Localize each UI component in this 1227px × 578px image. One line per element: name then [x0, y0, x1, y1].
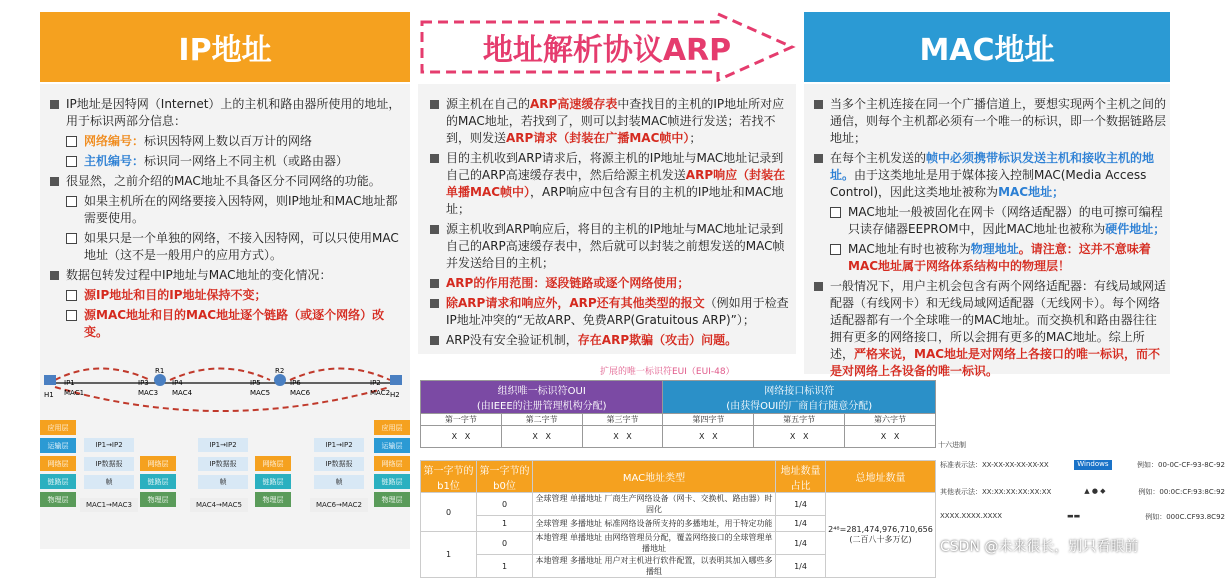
ratio: 1/4	[776, 493, 826, 516]
t: MAC地址一般被固化在网卡（网络适配器）的电可擦可编程只读存储器EEPROM中，因此MAC地址也被称为	[848, 205, 1163, 236]
type: 本地管理 单播地址 由网络管理员分配，覆盖网络接口的全球管理单播地址	[533, 532, 776, 555]
notation-row	[940, 487, 1225, 497]
mac-bullet: 当多个主机连接在同一个广播信道上，要想实现两个主机之间的通信，则每个主机都必须有一个唯一的标识，即一个数据链路层地址；	[810, 96, 1166, 147]
label-mac1: MAC1	[64, 389, 85, 397]
ip-host-label: 主机编号：	[84, 154, 145, 168]
label-mac3: MAC3	[138, 389, 159, 397]
ip-datagram-1: IP数据报	[84, 457, 134, 471]
label-h1: H1	[44, 391, 54, 399]
ip-sub	[46, 153, 406, 170]
t: 硬件地址；	[1105, 222, 1166, 236]
ip-sub: 源IP地址和目的IP地址保持不变；	[46, 287, 406, 304]
ip-sub: 如果主机所在的网络要接入因特网，则IP地址和MAC地址都需要使用。	[46, 193, 406, 227]
eui-table: 组织唯一标识符OUI (由IEEE的注册管理机构分配) 网络接口标识符 (由获得OUI的厂商自行随意分配) 第一字节 第二字节 第三字节 第四字节 第五字节 第六字节 X X X X X X X X X X X X	[420, 380, 936, 448]
flow-ip-2: IP1→IP2	[198, 438, 248, 452]
label-mac4: MAC4	[172, 389, 193, 397]
network-topology-diagram	[40, 365, 410, 420]
t: （例如用于检查IP地址冲突的“无故ARP、免费ARP(Gratuitous ARP)”）；	[446, 296, 789, 327]
col-b0: 第一字节的b0位	[477, 461, 533, 493]
layer-physical: 物理层	[40, 492, 76, 507]
label-ip3: IP3	[138, 379, 149, 387]
ip-sub: 如果只是一个单独的网络，不接入因特网，可以只使用MAC地址（这不是一般用户的应用方式）。	[46, 230, 406, 264]
mac-sub	[810, 204, 1166, 238]
t: 目的主机收到ARP请求后，将源主机的IP地址与MAC地址记录到自己的ARP高速缓存表中，然后给源主机发送	[446, 151, 784, 182]
label-mac2: MAC2	[370, 389, 391, 397]
label-ip2: IP2	[370, 379, 381, 387]
type: 全球管理 单播地址 厂商生产网络设备（网卡、交换机、路由器）时固化	[533, 493, 776, 516]
label-r1: R1	[155, 367, 165, 375]
layer-transport: 运输层	[40, 438, 76, 453]
layer-network-2: 网络层	[374, 456, 410, 471]
eui-title: 扩展的唯一标识符EUI（EUI-48）	[600, 367, 735, 377]
nic-cell	[663, 381, 936, 414]
ratio: 1/4	[776, 516, 826, 532]
byte-5: 第五字节	[754, 414, 845, 426]
notation: 其他表示法：XX:XX:XX:XX:XX:XX	[940, 488, 1052, 496]
layer-network-r1: 网络层	[140, 456, 176, 471]
mac-panel	[804, 84, 1170, 378]
layer-link-r2: 链路层	[255, 474, 291, 489]
notation: 标准表示法：XX-XX-XX-XX-XX-XX	[940, 461, 1049, 469]
label-ip6: IP6	[290, 379, 301, 387]
t: ARP高速缓存表	[530, 97, 618, 111]
layer-transport-2: 运输层	[374, 438, 410, 453]
ip-bullet: IP地址是因特网（Internet）上的主机和路由器所使用的地址，用于标识两部分信息：	[46, 96, 406, 130]
t: 由于这类地址是用于媒体接入控制MAC(Media Access Control)，因此这类地址被称为	[830, 168, 1147, 199]
ip-bullet: 很显然，之前介绍的MAC地址不具备区分不同网络的功能。	[46, 173, 406, 190]
type: 本地管理 多播地址 用户对主机进行软件配置，以表明其加入哪些多播组	[533, 555, 776, 578]
b0: 0	[477, 493, 533, 516]
arp-bullet	[426, 332, 792, 349]
nic-sub: (由获得OUI的厂商自行随意分配)	[726, 401, 873, 412]
arp-title: 地址解析协议ARP	[482, 33, 732, 68]
ip-sub: 源MAC地址和目的MAC地址逐个链路（或逐个网络）改变。	[46, 307, 406, 341]
label-mac6: MAC6	[290, 389, 311, 397]
layer-app-2: 应用层	[374, 420, 410, 435]
t: 严格来说，MAC地址是对网络上各接口的唯一标识，而不是对网络上各设备的唯一标识。	[830, 347, 1161, 378]
ratio: 1/4	[776, 555, 826, 578]
mac-flow-2: MAC4→MAC5	[190, 498, 248, 512]
total: 2⁴⁸=281,474,976,710,656	[828, 525, 933, 534]
t: 中查找目的主机的IP地址所对应的MAC地址，若找到了，则可以封装MAC帧进行发送；若找不到，则发送	[446, 97, 785, 145]
ip-datagram-3: IP数据报	[314, 457, 364, 471]
t: 除ARP请求和响应外，ARP还有其他类型的报文	[446, 296, 705, 310]
router-photo-icon: ▬▬	[1066, 512, 1081, 520]
layer-physical-r1: 物理层	[140, 492, 176, 507]
total-sub: (二百八十多万亿)	[849, 535, 912, 544]
layer-link: 链路层	[40, 474, 76, 489]
t: 在每个主机发送的	[830, 151, 927, 165]
label-r2: R2	[275, 367, 285, 375]
router-r1-icon	[154, 374, 166, 386]
oui-label: 组织唯一标识符OUI	[497, 386, 586, 397]
notation-row	[940, 460, 1225, 470]
router-r2-icon	[274, 374, 286, 386]
label-ip5: IP5	[250, 379, 261, 387]
t: 物理地址	[970, 242, 1019, 256]
arp-bullet	[426, 295, 792, 329]
mac-bullet	[810, 150, 1166, 201]
b0: 0	[477, 532, 533, 555]
col-ratio: 地址数量占比	[776, 461, 826, 493]
frame-2: 帧	[198, 475, 248, 489]
label-mac5: MAC5	[250, 389, 271, 397]
mac-type-table	[420, 460, 936, 578]
nic-label: 网络接口标识符	[764, 386, 835, 397]
byte-3: 第三字节	[582, 414, 663, 426]
example: 例如：00:0C:CF:93:8C:92	[1138, 488, 1225, 496]
label-h2: H2	[390, 391, 400, 399]
ip-host-desc: 标识同一网络上不同主机（或路由器）	[144, 154, 349, 168]
example: 例如：000C.CF93.8C92	[1145, 513, 1225, 521]
b0: 1	[477, 555, 533, 578]
t: MAC地址有时也被称为	[848, 242, 971, 256]
layer-link-2: 链路层	[374, 474, 410, 489]
layer-app: 应用层	[40, 420, 76, 435]
oui-cell	[421, 381, 663, 414]
ratio: 1/4	[776, 532, 826, 555]
t: ARP没有安全验证机制，	[446, 333, 578, 347]
host-h1-icon	[44, 375, 56, 385]
host-h2-icon	[390, 375, 402, 385]
t: 存在ARP欺骗（攻击）问题。	[577, 333, 738, 347]
mac-flow-1: MAC1→MAC3	[80, 498, 138, 512]
byte-1: 第一字节	[421, 414, 502, 426]
arp-bullet	[426, 96, 792, 147]
arp-bullet: ARP的作用范围：逐段链路或逐个网络使用；	[426, 275, 792, 292]
t: ；	[689, 131, 702, 145]
frame-1: 帧	[84, 475, 134, 489]
type: 全球管理 多播地址 标准网络设备所支持的多播地址，用于特定功能	[533, 516, 776, 532]
layer-network-r2: 网络层	[255, 456, 291, 471]
watermark: CSDN @未来很长，别只看眼前	[940, 539, 1139, 555]
mac-sub	[810, 241, 1166, 275]
byte-4: 第四字节	[663, 414, 754, 426]
col-b1: 第一字节的b1位	[421, 461, 477, 493]
t: ARP请求（封装在广播MAC帧中）	[506, 131, 690, 145]
ip-title: IP地址	[178, 33, 272, 68]
ip-net-label: 网络编号：	[84, 134, 145, 148]
t: MAC地址；	[998, 185, 1065, 199]
layer-link-r1: 链路层	[140, 474, 176, 489]
ip-bullet: 数据包转发过程中IP地址与MAC地址的变化情况：	[46, 267, 406, 284]
mac-flow-3: MAC6→MAC2	[310, 498, 368, 512]
flow-ip-3: IP1→IP2	[314, 438, 364, 452]
notation-row	[940, 512, 1225, 522]
mac-header	[804, 12, 1170, 82]
ip-datagram-2: IP数据报	[198, 457, 248, 471]
b1-0: 0	[421, 493, 477, 532]
label-ip4: IP4	[172, 379, 183, 387]
b1-1: 1	[421, 532, 477, 578]
col-type: MAC地址类型	[533, 461, 776, 493]
t: 帧中必须携带标识发送主机和接收主机的地址。	[830, 151, 1155, 182]
ip-sub	[46, 133, 406, 150]
oui-sub: (由IEEE的注册管理机构分配)	[476, 401, 607, 412]
windows-logo: Windows	[1074, 460, 1111, 470]
frame-3: 帧	[314, 475, 364, 489]
layer-network: 网络层	[40, 456, 76, 471]
b0: 1	[477, 516, 533, 532]
label-ip1: IP1	[64, 379, 75, 387]
byte-2: 第二字节	[501, 414, 582, 426]
layer-diagram	[40, 420, 410, 515]
t: ，ARP响应中包含有目的主机的IP地址和MAC地址；	[446, 185, 784, 216]
layer-physical-r2: 物理层	[255, 492, 291, 507]
notation: XXXX.XXXX.XXXX	[940, 512, 1002, 520]
t: 源主机在自己的	[446, 97, 531, 111]
mac-title: MAC地址	[919, 33, 1055, 68]
os-logos-icon: ▲ ● ◆	[1084, 487, 1106, 495]
arp-panel	[418, 84, 796, 354]
t: ARP响应（封装在单播MAC帧中）	[446, 168, 786, 199]
t: 一般情况下，用户主机会包含有两个网络适配器：有线局域网适配器（有线网卡）和无线局域网适配器（无线网卡）。每个网络适配器都有一个全球唯一的MAC地址。而交换机和路由器往往拥有更多的网络接口，所以会拥有更多的MAC地址。综上所述，	[830, 279, 1167, 361]
arp-header	[418, 12, 796, 82]
flow-ip-1: IP1→IP2	[84, 438, 134, 452]
arp-bullet: 源主机收到ARP响应后，将目的主机的IP地址与MAC地址记录到自己的ARP高速缓存表中，然后就可以封装之前想发送的MAC帧并发送给目的主机；	[426, 221, 792, 272]
ip-net-desc: 标识因特网上数以百万计的网络	[144, 134, 313, 148]
t: 。请注意：这并不意味着MAC地址属于网络体系结构中的物理层！	[848, 242, 1151, 273]
ip-header	[40, 12, 410, 82]
arp-bullet	[426, 150, 792, 218]
col-total: 总地址数量	[826, 461, 936, 493]
mac-bullet	[810, 278, 1166, 380]
total-cell	[826, 493, 936, 578]
example: 例如：00-0C-CF-93-8C-92	[1137, 461, 1225, 469]
layer-physical-2: 物理层	[374, 492, 410, 507]
hex-label: 十六进制	[938, 441, 966, 449]
byte-6: 第六字节	[845, 414, 936, 426]
